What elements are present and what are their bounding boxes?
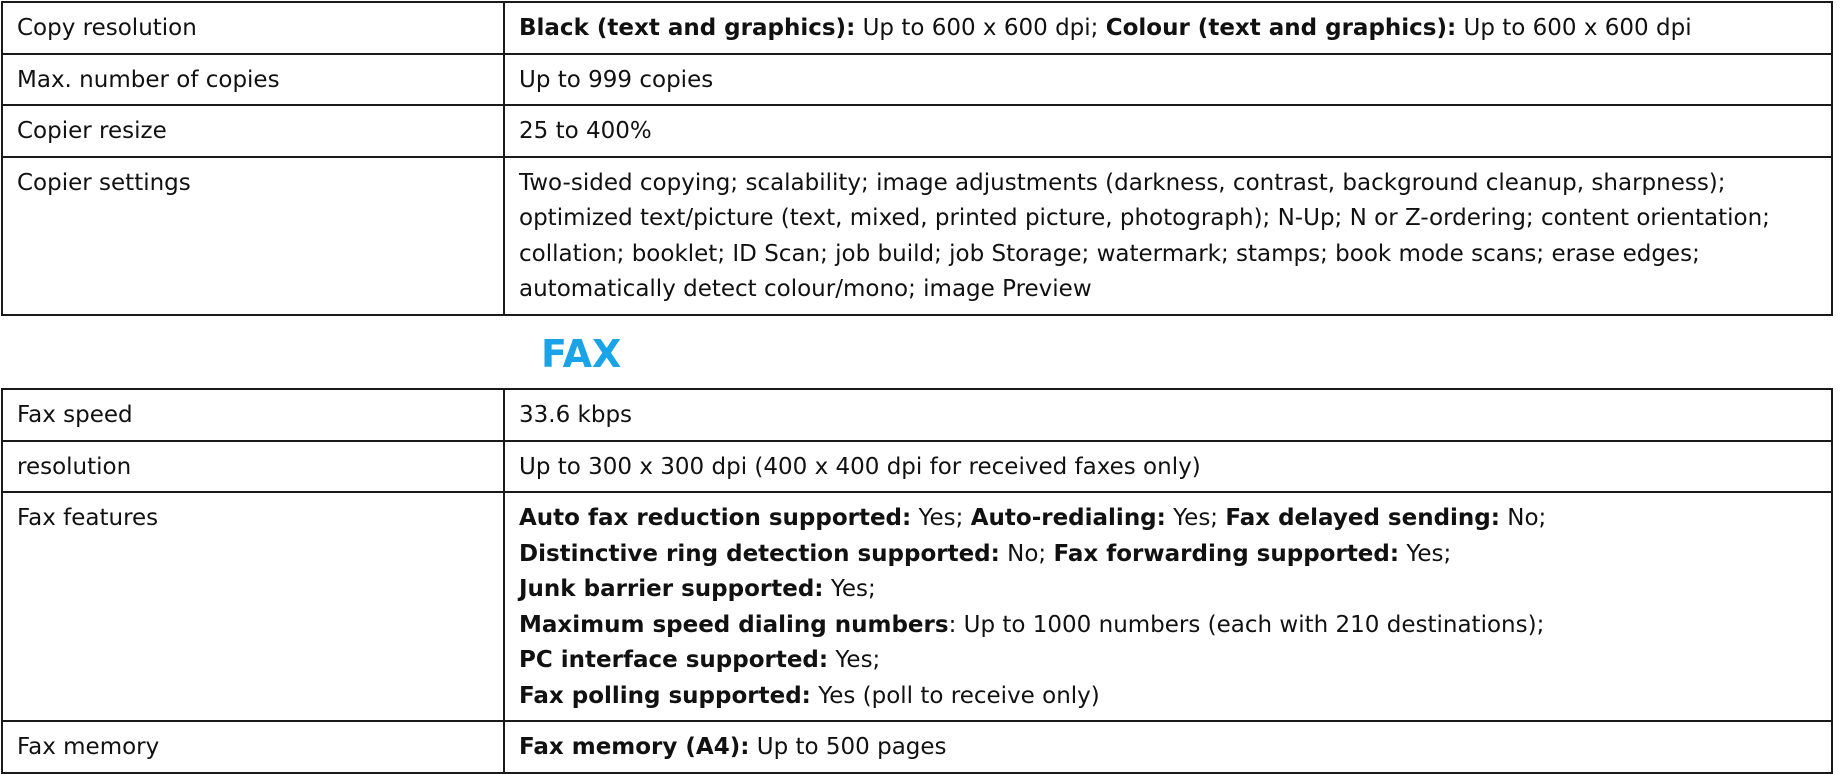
spec-value-text: automatically detect colour/mono; image Preview	[519, 276, 1092, 302]
spec-value-key: Auto fax reduction supported:	[519, 505, 912, 531]
spec-value-line	[519, 537, 1817, 573]
spec-value	[504, 54, 1832, 106]
spec-value-key: Black (text and graphics):	[519, 15, 856, 41]
spec-value-key: Auto-redialing:	[970, 505, 1166, 531]
spec-value	[504, 389, 1832, 441]
spec-row	[2, 389, 1832, 441]
spec-value	[504, 2, 1832, 54]
spec-value	[504, 105, 1832, 157]
spec-row	[2, 54, 1832, 106]
spec-value-line	[519, 11, 1817, 47]
spec-value-line	[519, 272, 1817, 308]
spec-value-text: Up to 600 x 600 dpi	[1456, 15, 1692, 41]
spec-value-text: optimized text/picture (text, mixed, printed picture, photograph); N-Up; N or Z-ordering; content orientation;	[519, 205, 1770, 231]
spec-value-key: PC interface supported:	[519, 647, 829, 673]
spec-label: Max. number of copies	[2, 54, 504, 106]
spec-value-key: Colour (text and graphics):	[1105, 15, 1457, 41]
spec-value-line	[519, 450, 1817, 486]
spec-row	[2, 105, 1832, 157]
spec-value-line	[519, 679, 1817, 715]
spec-value-key: Fax forwarding supported:	[1053, 540, 1400, 567]
spec-value-text: No;	[1499, 505, 1547, 531]
spec-value-key: Fax polling supported:	[519, 682, 811, 709]
spec-value-text: 33.6 kbps	[519, 402, 633, 428]
spec-value-key: Fax memory (A4):	[519, 734, 750, 760]
spec-value	[504, 441, 1832, 493]
spec-value-text: Up to 300 x 300 dpi (400 x 400 dpi for received faxes only)	[519, 453, 1201, 480]
spec-value-text: 25 to 400%	[519, 118, 652, 144]
spec-value-key: Junk barrier supported:	[519, 576, 824, 602]
spec-row	[2, 492, 1832, 721]
spec-value-line	[519, 608, 1817, 644]
spec-value	[504, 157, 1832, 315]
spec-value-text: Up to 600 x 600 dpi;	[855, 15, 1106, 41]
spec-value-line	[519, 730, 1817, 766]
spec-row	[2, 2, 1832, 54]
fax-spec-body	[2, 389, 1832, 773]
spec-value-text: collation; booklet; ID Scan; job build; job Storage; watermark; stamps; book mode scans; erase edges;	[519, 240, 1700, 267]
spec-value-text: Yes;	[828, 647, 881, 673]
spec-row	[2, 721, 1832, 773]
spec-label: Copy resolution	[2, 2, 504, 54]
spec-label: Copier settings	[2, 157, 504, 315]
spec-value-line	[519, 114, 1817, 150]
spec-value-text: Yes;	[1165, 505, 1226, 531]
spec-value-line	[519, 572, 1817, 608]
fax-spec-table	[1, 388, 1833, 774]
spec-value-text: Yes (poll to receive only)	[810, 682, 1100, 709]
copy-spec-body	[2, 2, 1832, 315]
spec-value-text: Up to 999 copies	[519, 66, 714, 93]
copy-spec-table	[1, 1, 1833, 316]
spec-label: resolution	[2, 441, 504, 493]
spec-label: Fax memory	[2, 721, 504, 773]
spec-value-text: Two-sided copying; scalability; image adjustments (darkness, contrast, background cleanup, sharpness);	[519, 169, 1726, 196]
spec-value-line	[519, 501, 1817, 537]
fax-section-heading: FAX	[541, 332, 622, 376]
spec-value-text: Yes;	[911, 505, 971, 531]
spec-value-key: Fax delayed sending:	[1225, 505, 1500, 531]
spec-value-line	[519, 237, 1817, 273]
spec-value-text: No;	[999, 540, 1054, 567]
spec-value	[504, 492, 1832, 721]
spec-value-text: : Up to 1000 numbers (each with 210 destinations);	[948, 611, 1545, 638]
spec-value-text: Yes;	[1399, 540, 1452, 567]
spec-value-line	[519, 166, 1817, 202]
spec-value-text: Up to 500 pages	[749, 734, 947, 760]
spec-label: Copier resize	[2, 105, 504, 157]
spec-row	[2, 441, 1832, 493]
spec-label: Fax features	[2, 492, 504, 721]
spec-value-key: Distinctive ring detection supported:	[519, 540, 1000, 567]
spec-value-key: Maximum speed dialing numbers	[519, 611, 949, 638]
spec-value-line	[519, 201, 1817, 237]
spec-value-line	[519, 398, 1817, 434]
spec-value-text: Yes;	[823, 576, 876, 602]
spec-value	[504, 721, 1832, 773]
spec-row	[2, 157, 1832, 315]
spec-label: Fax speed	[2, 389, 504, 441]
spec-value-line	[519, 643, 1817, 679]
spec-value-line	[519, 63, 1817, 99]
